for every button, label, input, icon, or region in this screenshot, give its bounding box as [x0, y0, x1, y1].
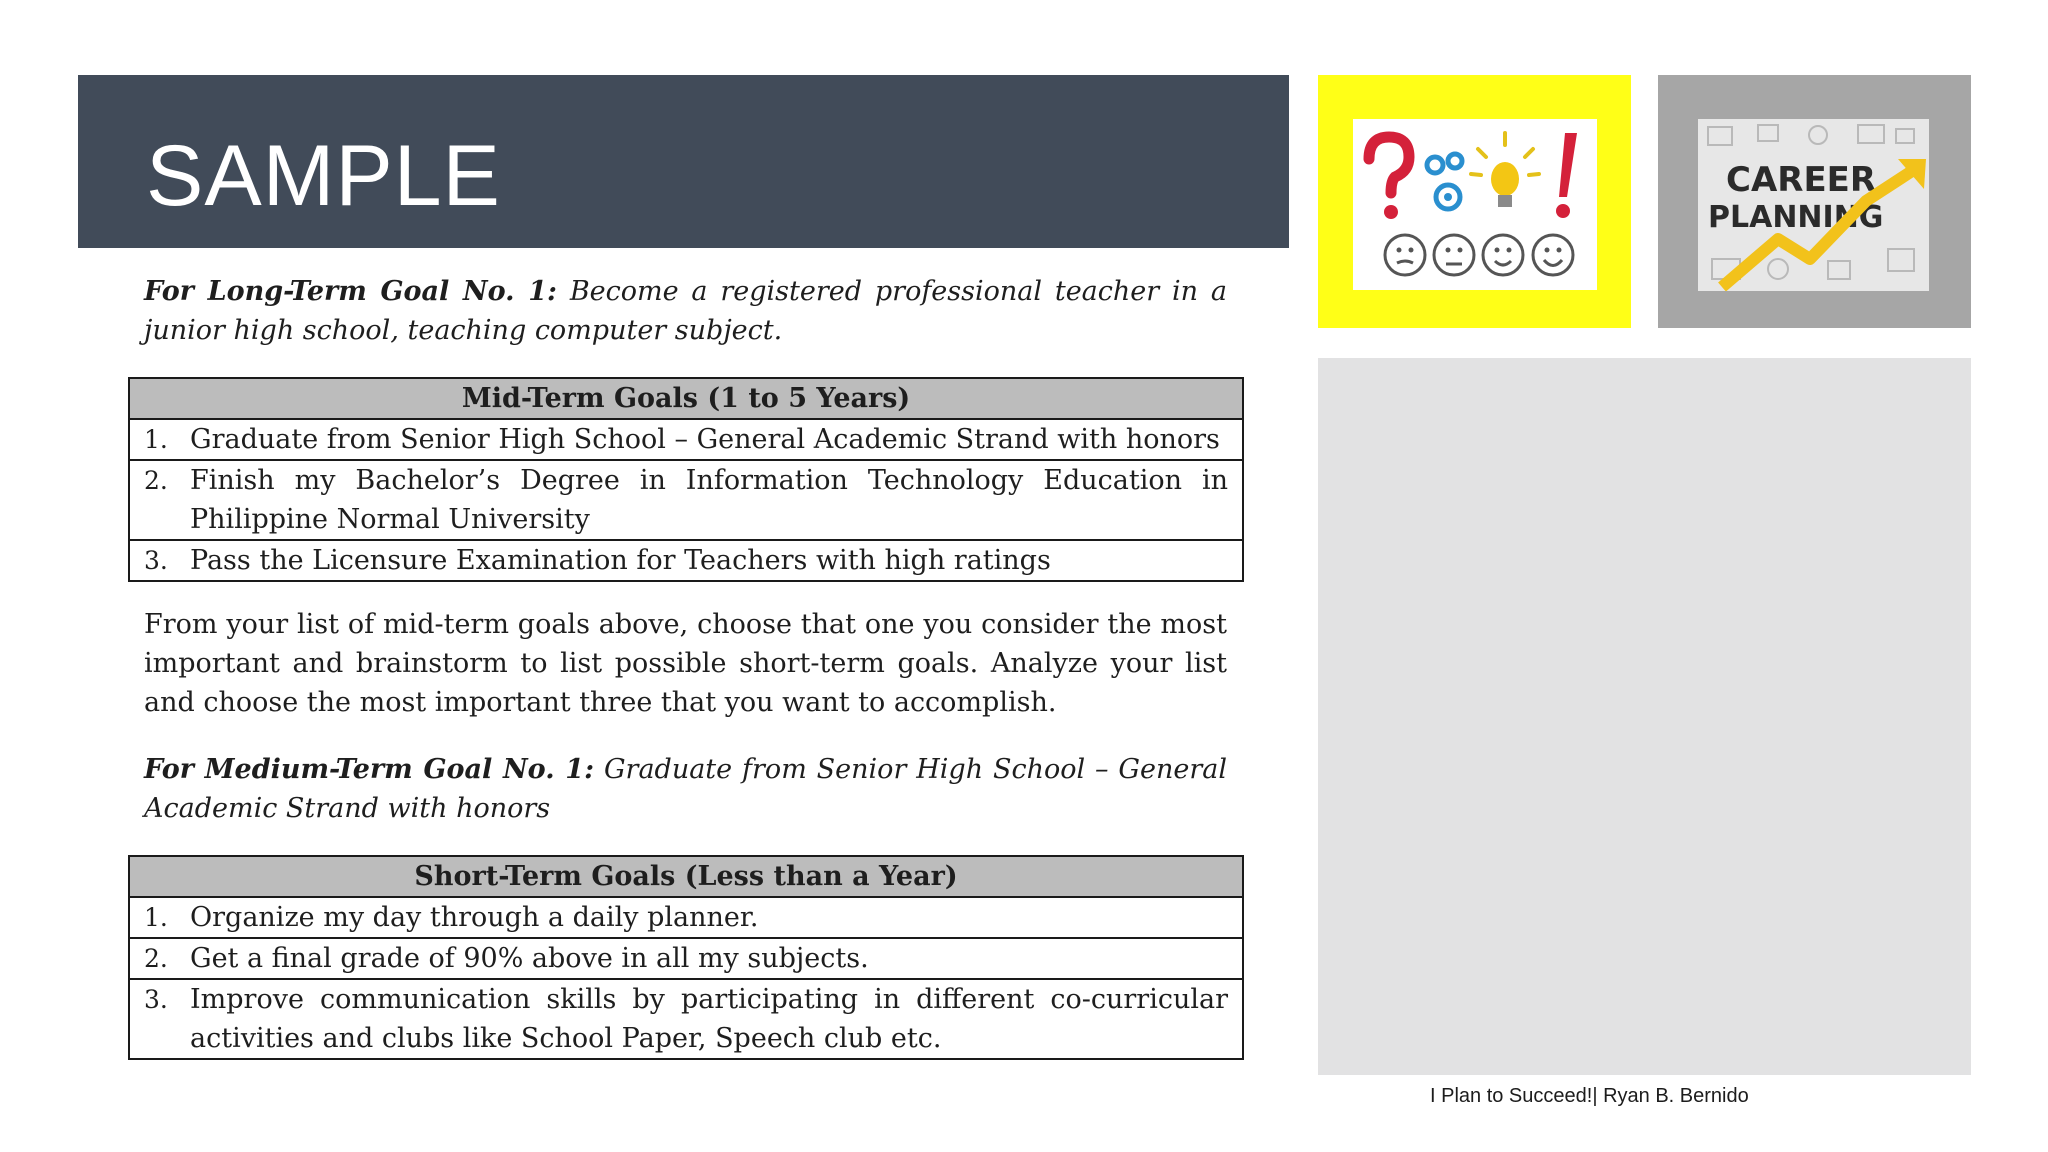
row-text: Graduate from Senior High School – General Academic Strand with honors	[190, 424, 1220, 455]
row-number: 1.	[144, 425, 168, 454]
short-term-table	[128, 855, 1244, 1060]
short-term-header: Short-Term Goals (Less than a Year)	[130, 857, 1242, 898]
table-row	[130, 461, 1242, 541]
ideas-picture-frame	[1318, 75, 1631, 328]
mid-term-table	[128, 377, 1244, 582]
medium-term-text: Graduate from Senior High School – General Academic Strand with honors	[144, 754, 1227, 824]
career-text-line2: PLANNING	[1708, 200, 1884, 235]
table-row	[130, 420, 1242, 461]
row-number: 1.	[144, 903, 168, 932]
instruction-paragraph: From your list of mid-term goals above, choose that one you consider the most important and brainstorm to list possible short-term goals. Analyze your list and choose the most important three that you want to accomplish.	[144, 609, 1227, 718]
row-number: 2.	[144, 944, 168, 973]
ideas-picture	[1353, 119, 1597, 290]
long-term-goal	[144, 272, 1227, 350]
row-text: Organize my day through a daily planner.	[190, 902, 759, 933]
mid-term-header: Mid-Term Goals (1 to 5 Years)	[130, 379, 1242, 420]
medium-term-label: For Medium-Term Goal No. 1:	[144, 754, 595, 785]
career-text-line1: CAREER	[1726, 160, 1877, 200]
table-row	[130, 980, 1242, 1058]
medium-term-goal	[144, 750, 1227, 828]
row-text: Improve communication skills by participating in different co-curricular activities and clubs like School Paper, Speech club etc.	[190, 984, 1228, 1054]
row-number: 3.	[144, 546, 168, 575]
row-text: Finish my Bachelor’s Degree in Information Technology Education in Philippine Normal University	[190, 465, 1228, 535]
row-text: Get a final grade of 90% above in all my subjects.	[190, 943, 869, 974]
slide-footer: I Plan to Succeed!| Ryan B. Bernido	[1430, 1085, 1749, 1107]
row-number: 3.	[144, 985, 168, 1014]
career-planning-picture	[1698, 119, 1929, 291]
row-text: Pass the Licensure Examination for Teachers with high ratings	[190, 545, 1051, 576]
career-picture-frame	[1658, 75, 1971, 328]
slide-title: SAMPLE	[146, 128, 501, 224]
table-row	[130, 939, 1242, 980]
long-term-text: Become a registered professional teacher in a junior high school, teaching computer subject.	[144, 276, 1227, 346]
table-row	[130, 541, 1242, 580]
table-row	[130, 898, 1242, 939]
career-planning-icon	[1698, 119, 1929, 291]
gray-placeholder-panel	[1318, 358, 1971, 1075]
row-number: 2.	[144, 466, 168, 495]
ideas-icon	[1353, 119, 1597, 290]
title-bar	[78, 75, 1289, 248]
long-term-label: For Long-Term Goal No. 1:	[144, 276, 557, 307]
